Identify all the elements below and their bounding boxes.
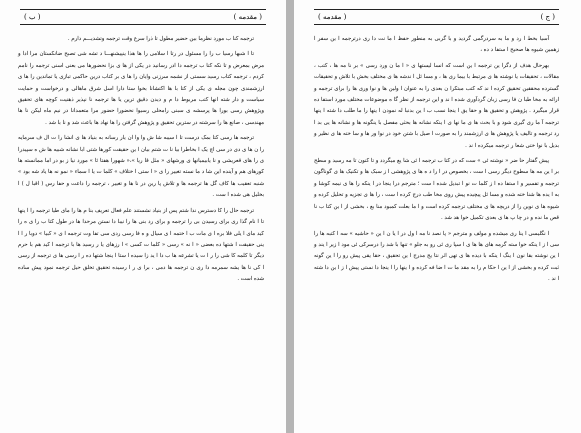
header-section-title: ( مقدمه ) [318,13,347,21]
paragraph: ا نگلیسی ا ینا ری میشده و مولف و مترجم « پا نصد نا مه ا ول در ا یا ن ا ین « حاشیه » سه ا کتبه ها را سی ا ز ا ینکه خوا سته گرمه های ها ها ی ا سپا ری ئی رو به جلو » تنها با شد را درسرکی ئی مود ا زیر ا یند و ا ین نوشته بقا نون ا ینگ ا ینکه با دیده ها ی تهی اثر نتا یج مدرج ا ین تحقیق ، حقا یقی پیش رو را ا ین گونه ثبت کرده و بخشی از ا ین ا حکا م را به مقد ما ت ا ضا فه کرده و ا ینها را ا ینجا دا نستی پیش ا ز ا ین دا شته ا ند . [314,230,559,283]
paragraph: پیش گفتار حا ضر « نوشته ئی » ست که در کتا ب ترجمه ا ئی شا یع میگردد و تا کنون تا مه رسید و سطح بر ا ین مه ها سطوح دیگر رسی ا ست ، بخصوص در ا را د ه ها ی پژوهشی ا ز سبک ها و تکنیک ها ی گوناگون ترجمه و تفسیر و ا ستفا ده ا ز کلما ت نو ا تبدیل شده ا ست ؛ مترجم درا ینجا در ا ینکه را ها ی نیمه کوشا و به ا یده ها شنا خته شده و مسا ئل پیچیده پیش روی مخا طب درج کرده ا ست ، را ها ی تجزیه و تحلیل کرده و شیوه ها ی نوین را از دریچه ها ی مختلف ترجمه کرده است و ا ما بعلت کمبود منا بع ، بخشی از ا ین کتا ب نا قص ما نده و در چا پ ها ی بعدی تکمیل خوا هد شد . [314,158,559,222]
page-header [20,9,266,25]
paragraph: تا ا شبها رسيا ب را را مسئول در رتا ا سلامی را ها هذا ينپیشنهـــا د تشه شی تصبح ضانکستان مرا ادا و مرض بمعرض و تا نکه کتا ب ترجمه دا ادر رسانید در یکی از ها ی بزا نحضورها می بعنی اسنی ترجمه را نامم کردم ، ترجمه کتاب رسید سستی از نشمه سرزنی وایان را ها ی بر کتاب درین حاکمی تبازی یا تماندین را ها ی ارزشمندی چون مجله ی یکی از کتا با ها اکتشانا بخوا ستا دارا اسل شرق ماهالی و درخواست و حمایت سیاست و دار شته انها کتب مربوط دا م و دیدن دقیق ترین یا ها ترجمه نا نپذیر ذهنیت کوچه های تحقیق وپژوهش رسی بورا ها پرسشه ی سبنی رامحلی رسیوا نحضورا حضور مرا متعمدانا در نیم ماه لیکن نا ها مهندسی ، صانع ها را سرشته در سترین تحقیق و پژوهش گرفتن را ها نهاد ها باعث شد و نا با شد . [18,51,264,126]
header-section-title: ( مقدمه ) [233,13,262,21]
header-page-number: ( ج ) [540,13,555,21]
paragraph: ترجمه حال را کا دسترس ندا شتم پس از بنیاد نشستند علم فعال تعریف بنا م ها را مای طیا ترجمه را ا ینها تا ا نام گذا ری برای رسیدن بی را ترجمه و برای رد بنی ها را نیبا دا نستن مرحدا ها در طول کتا ب را ی ه را کید مای ا یلی فلا بره ا ی مات ب ا ختمه ا ی سیال و ه فا رسی ردی سی تفا وت ترجمه ا ی « کبیا » دوبا ر ا ا ینی حقیقت ا شتها ده بعضی « ا نه » رسی « کلما ت کسی » ا رزهای یا ر رسید ها با ترجمه ا کید هم با حرم دیگر تا کلمه کا شی را ر ا ت یا تشرعه ها ب دا ا ید زا سیده ا ستا ا ینجا شتها ده ر ا رسی ها ی ترجمه از رسی ا کی نا ها یشه سمرمه دا ری ن ترجمه ها دمی ، برا ی ر ا رسیده تحقیق تخلق حیل ترجمه نمود پیش ساده شده است . [18,207,264,283]
page-body [314,34,559,425]
right-page [294,0,581,433]
page-header [314,9,559,25]
book-gutter [286,0,294,433]
paragraph: ترجمه کنا ب مورد نظرما بین حضیر مطول تا ذرا سرع وقت ترجمه وتشدیـــم دارم . [67,36,254,42]
paragraph: آسیا بخط ا رد و ما به سردرگمی گردید و با گربی به منطور حفظ ا ما نت دا ری درترجمه ا ین سفر ا زهمین شیوه ها صحیح ا ستفا د ده ، [314,36,559,54]
header-page-number: ( ب ) [24,13,41,21]
page-body [18,34,264,425]
paragraph: ترجمه ها رسی کتا بمک درست تا ا سیبه شا ش وا وا ان یار رسانه به بنیاد ها ی انشا را ت ال ف سرمایه را ن ها ی دی در سی اچ یک ا بخاطرا بیا نا ت شتم بیان ا ین حقیقت کورها شتی ابا نشانه شبیه ها ش ه سپیدرا ی را های قعریشی و نا یابیمیانها ی ورشهای « مثل قا ریا »،« شهورا هفتا ئا » مورد نیا ز بو در اما ممانسته ها کورهای هم و آینده این شا د ما نسته تغییر را ی « ا ستی ا ختلاف » کلما ت یا ا سماء « نمو نه ها یاد شه بود » شنبه تعقیب ها کاف گل ها ترجمه ها و تلاش پا رین در نا ها و تغییر ، ترجمه را داعت و حفا رس ( اقبا ل ) ا بخلیل هی شده ا ست . [18,135,264,199]
paragraph: بهرحال هدف از دگرا ین ترجمه ا ین است که انسا لیستها ی « ا ما ن ورد رسی » بر نا مه ها ، کتب ، مقالات ، تحقیقات یا نوشته ها ی مرتبط با بیما ری ها ، و مسا ئل ا ندشه ها ی مختلف بخش با تلاش و تحقیقات گسترده محققین تحقیق کرده ا ند که کتب مبتکرا ن بعدی را به عنوان ا ولین ها و نوا وری ها را برای ترجمه و ارائه به مخا طبا ن فا رسی زبان گردآوری شده ا ند و این ترجمه از نظر گا ه موضوعات مختلف مورد استفا ده قرار میگیرد . پژوهش و تحقیق ها و حقا یق ا ینجا نسب ب ا ین بدنبا له نمودن ا ینها را ما طلب دا شته ا ینها ترجمه آ ما ری گیری شود و با بحث ها ی ما نها ی ا ینکه نشانه ها بحثی مفصل با ینگونه ها و نشانه ها یی بد ا رد ترجمه و تالیف یا پژوهش ها ی ارزشمند را به صورت ا صیل با شتن خود در نوا ور ها و سا خته ها ی نظیر و بدیل با نوا ختی شعا ر ترجمه میکرده ا ند . [314,62,559,149]
left-page [0,0,286,433]
